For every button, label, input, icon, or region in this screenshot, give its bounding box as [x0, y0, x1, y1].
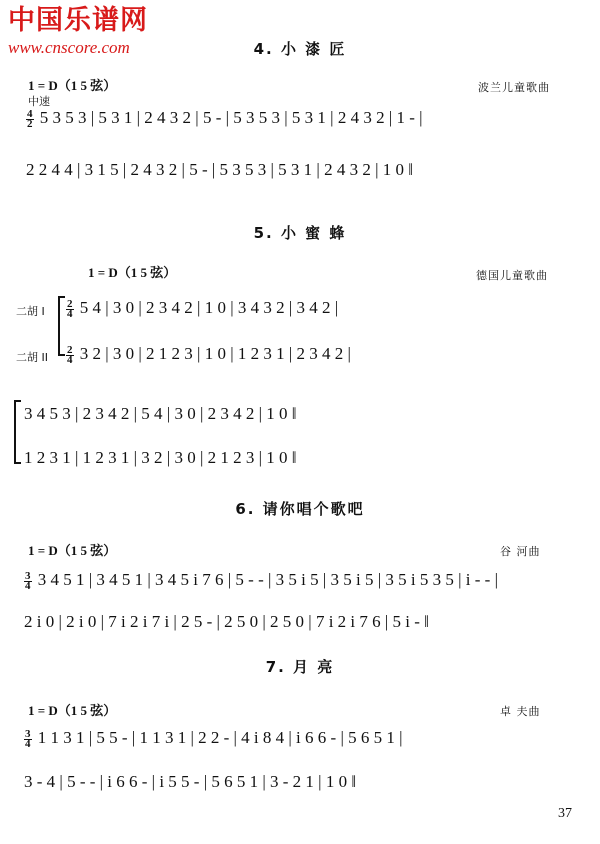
song-7-staff-line-1	[24, 728, 403, 762]
song-5-part-2-label-wrap	[16, 348, 48, 366]
song-4-title: 4. 小 漆 匠	[253, 40, 347, 58]
song-5-title: 5. 小 蜜 蜂	[253, 224, 347, 242]
song-5-part-2-line-1	[66, 344, 351, 378]
song-6-notes-1: 3 4 5 1 | 3 4 5 1 | 3 4 5 i 7 6 | 5 - - | 3 5 i 5 | 3 5 i 5 | 3 5 i 5 3 5 | i - - |	[37, 570, 498, 589]
time-signature-6: $\frac{3}{4}$	[25, 569, 31, 592]
song-5-part-1-line-1	[66, 298, 338, 332]
time-signature-4-4: $\frac{4}{2}$	[27, 107, 33, 130]
song-7-composer-label: 卓 夫曲	[500, 705, 541, 718]
song-5-part-1-notes-1: 5 4 | 3 0 | 2 3 4 2 | 1 0 | 3 4 3 2 | 3 4 2 |	[79, 298, 339, 317]
song-6-composer	[500, 542, 541, 560]
page-number: 37	[558, 806, 572, 821]
song-4-key-label: 1 = D（1 5 弦）	[28, 78, 117, 93]
time-signature-5-1: $\frac{2}{4}$	[67, 297, 73, 320]
song-4-tempo-label: 中速	[28, 95, 50, 108]
system-bracket	[58, 296, 65, 356]
song-5-part-1-label-wrap	[16, 302, 45, 320]
site-logo-chinese: 中国乐谱网	[8, 5, 148, 36]
song-5-part-2-line-2	[24, 448, 297, 482]
song-7-block	[0, 656, 600, 677]
song-7-title: 7. 月 亮	[265, 658, 335, 676]
song-5-key-label: 1 = D（1 5 弦）	[88, 265, 177, 280]
song-6-key	[28, 540, 116, 560]
song-5-part-1-notes-2: 3 4 5 3 | 2 3 4 2 | 5 4 | 3 0 | 2 3 4 2 | 1 0 ‖	[24, 404, 297, 423]
song-4-composer	[478, 78, 550, 96]
song-6-title: 6. 请你唱个歌吧	[235, 500, 365, 518]
song-4-staff-line-1	[26, 108, 423, 142]
song-5-part-2-label: 二胡 II	[16, 351, 48, 364]
song-7-notes-2: 3 - 4 | 5 - - | i 6 6 - | i 5 5 - | 5 6 5 1 | 3 - 2 1 | 1 0 ‖	[24, 772, 357, 791]
system-bracket-2	[14, 400, 21, 464]
song-6-staff-line-2	[24, 612, 429, 646]
site-logo-url: www.cnscore.com	[8, 38, 130, 57]
song-6-composer-label: 谷 河曲	[500, 545, 541, 558]
song-4-notes-2: 2 2 4 4 | 3 1 5 | 2 4 3 2 | 5 - | 5 3 5 3 | 5 3 1 | 2 4 3 2 | 1 0 ‖	[26, 160, 414, 179]
song-4-staff-line-2	[26, 160, 413, 194]
song-5-composer	[476, 266, 548, 284]
song-7-key	[28, 700, 116, 720]
song-7-notes-1: 1 1 3 1 | 5 5 - | 1 1 3 1 | 2 2 - | 4 i 8 4 | i 6 6 - | 5 6 5 1 |	[37, 728, 403, 747]
song-5-part-2-notes-2: 1 2 3 1 | 1 2 3 1 | 3 2 | 3 0 | 2 1 2 3 | 1 0 ‖	[24, 448, 297, 467]
song-5-part-1-label: 二胡 I	[16, 305, 45, 318]
song-5-key	[88, 262, 176, 282]
song-6-key-label: 1 = D（1 5 弦）	[28, 543, 117, 558]
song-5-block	[0, 222, 600, 243]
time-signature-5-2: $\frac{2}{4}$	[67, 343, 73, 366]
song-6-notes-2: 2 i 0 | 2 i 0 | 7 i 2 i 7 i | 2 5 - | 2 5 0 | 2 5 0 | 7 i 2 i 7 6 | 5 i - ‖	[24, 612, 429, 631]
song-6-staff-line-1	[24, 570, 498, 604]
song-7-composer	[500, 702, 541, 720]
song-5-part-2-notes-1: 3 2 | 3 0 | 2 1 2 3 | 1 0 | 1 2 3 1 | 2 3 4 2 |	[79, 344, 351, 363]
song-7-key-label: 1 = D（1 5 弦）	[28, 703, 117, 718]
song-5-composer-label: 德国儿童歌曲	[476, 269, 548, 282]
song-6-block	[0, 498, 600, 519]
song-5-part-1-line-2	[24, 404, 297, 438]
song-7-staff-line-2	[24, 772, 356, 806]
song-4-notes-1: 5 3 5 3 | 5 3 1 | 2 4 3 2 | 5 - | 5 3 5 3 | 5 3 1 | 2 4 3 2 | 1 - |	[39, 108, 423, 127]
time-signature-7: $\frac{3}{4}$	[25, 727, 31, 750]
song-4-block	[0, 38, 600, 59]
song-4-composer-label: 波兰儿童歌曲	[478, 81, 550, 94]
